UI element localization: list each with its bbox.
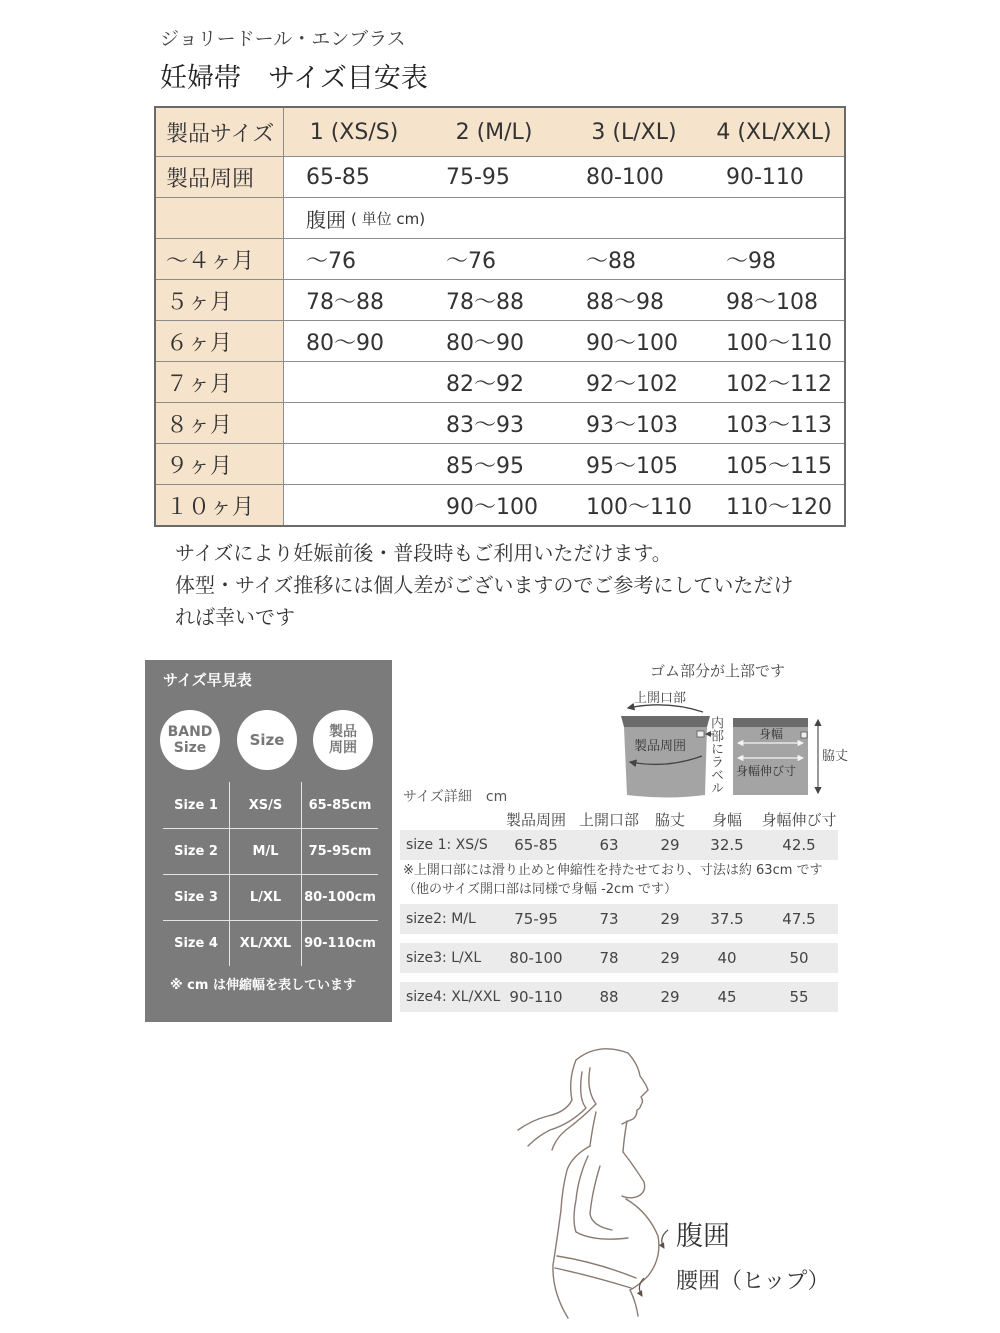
table-cell: ～76 xyxy=(306,248,356,274)
circumference-label: 製品周囲 xyxy=(634,739,687,754)
table-cell: ～98 xyxy=(726,248,776,274)
table-cell: 92～102 xyxy=(586,371,678,397)
table-cell: 50 xyxy=(789,949,809,967)
detail-note-line: （他のサイズ開口部は同様で身幅 -2cm です） xyxy=(403,882,677,897)
header-cell: 脇丈 xyxy=(654,810,685,829)
header-cell: 製品周囲 xyxy=(505,810,566,829)
table-cell: 80～90 xyxy=(446,330,524,356)
band-diagram xyxy=(600,685,860,805)
quick-size-chart xyxy=(145,660,392,1022)
table-cell: 65-85 xyxy=(514,836,558,854)
waist-pointer-arrow xyxy=(662,1230,668,1248)
table-cell: ～88 xyxy=(586,248,636,274)
detail-table-row xyxy=(400,904,838,934)
circumference-badge xyxy=(313,710,373,770)
size-code-cell: M/L xyxy=(230,829,302,874)
size-cell: size2: M/L xyxy=(406,911,476,927)
table-cell: 40 xyxy=(717,949,737,967)
header-cell: 身幅 xyxy=(711,810,742,829)
table-cell: 47.5 xyxy=(782,910,816,928)
quick-chart-title: サイズ早見表 xyxy=(163,671,252,689)
table-cell: 105～115 xyxy=(726,453,832,479)
header-cell-size-1: 1 (XS/S) xyxy=(309,119,399,145)
table-cell: 83～93 xyxy=(446,412,524,438)
band-size-cell: Size 4 xyxy=(163,921,230,966)
row-label: １０ヶ月 xyxy=(156,485,284,525)
range-cell: 65-85cm xyxy=(308,797,372,813)
table-cell: 93～103 xyxy=(586,412,678,438)
note-line: サイズにより妊娠前後・普段時もご利用いただけます。 xyxy=(175,541,672,565)
badge-line: BAND xyxy=(167,724,213,740)
table-cell: 100～110 xyxy=(726,330,832,356)
waist-caption-unit: ( 単位 cm) xyxy=(351,209,426,228)
table-cell: 78 xyxy=(599,949,619,967)
product-circumference-row xyxy=(156,156,844,197)
table-cell: 88 xyxy=(599,988,619,1006)
table-cell: 82～92 xyxy=(446,371,524,397)
band-line xyxy=(557,1256,636,1278)
detail-table-header xyxy=(400,808,838,830)
range-cell: 80-100cm xyxy=(304,890,376,905)
table-cell: 98～108 xyxy=(726,289,818,315)
table-cell: ～76 xyxy=(446,248,496,274)
month-row xyxy=(156,402,844,443)
row-label: ～４ヶ月 xyxy=(156,239,284,279)
table-cell: 37.5 xyxy=(710,910,744,928)
table-cell: 78～88 xyxy=(446,289,524,315)
face-profile xyxy=(622,1053,648,1124)
quick-chart-row xyxy=(163,828,378,874)
month-row xyxy=(156,279,844,320)
side-label-marker xyxy=(801,732,807,738)
size-badge xyxy=(237,710,297,770)
table-cell: 90-110 xyxy=(726,164,804,190)
neck-back xyxy=(590,1112,596,1146)
waist-caption-label: 腹囲 xyxy=(306,207,346,232)
month-row xyxy=(156,238,844,279)
table-cell: 100～110 xyxy=(586,494,692,520)
detail-table-row xyxy=(400,830,838,860)
front-leg xyxy=(630,1290,638,1316)
header-cell: 身幅伸び寸 xyxy=(761,810,837,829)
chest xyxy=(622,1152,645,1198)
table-cell: 75-95 xyxy=(514,910,558,928)
quick-chart-footnote: ※ cm は伸縮幅を表しています xyxy=(170,978,356,993)
badge-line: 周囲 xyxy=(329,740,357,756)
table-cell xyxy=(284,403,424,443)
header-cell-product-size: 製品サイズ xyxy=(156,108,284,156)
table-cell: 78～88 xyxy=(306,289,384,315)
band-size-cell: Size 3 xyxy=(163,875,230,920)
waist-caption xyxy=(284,198,844,238)
hip-line xyxy=(555,1268,631,1288)
hair-strand xyxy=(518,1060,576,1130)
inner-label-text: 内部にラベル xyxy=(708,716,723,794)
band-size-cell: Size 2 xyxy=(163,829,230,874)
table-cell: 90-110 xyxy=(509,988,563,1006)
band-size-cell: Size 1 xyxy=(163,782,230,828)
header-cell: 上開口部 xyxy=(578,810,639,829)
detail-table-row xyxy=(400,982,838,1012)
note-line: 体型・サイズ推移には個人差がございますのでご参考にしていただけ xyxy=(175,573,794,597)
detail-table-title: サイズ詳細 cm xyxy=(403,789,508,805)
table-cell: 95～105 xyxy=(586,453,678,479)
waist-caption-row xyxy=(156,197,844,238)
table-cell: 80-100 xyxy=(509,949,563,967)
badge-line: Size xyxy=(173,740,207,756)
size-code-cell: XS/S xyxy=(230,782,302,828)
table-cell: 110～120 xyxy=(726,494,832,520)
badge-line: Size xyxy=(249,731,285,749)
quick-chart-row xyxy=(163,782,378,828)
row-label-empty xyxy=(156,198,284,238)
month-row xyxy=(156,443,844,484)
diagram-caption: ゴム部分が上部です xyxy=(650,662,786,680)
band-front-elastic xyxy=(621,716,710,727)
month-row xyxy=(156,361,844,402)
head-top xyxy=(576,1049,628,1060)
table-cell xyxy=(284,362,424,402)
size-code-cell: L/XL xyxy=(230,875,302,920)
header-cell-size-3: 3 (L/XL) xyxy=(591,119,677,145)
table-cell: 102～112 xyxy=(726,371,832,397)
table-cell: 73 xyxy=(599,910,619,928)
detail-table-row xyxy=(400,943,838,973)
neck-front xyxy=(623,1121,627,1152)
quick-chart-row xyxy=(163,920,378,966)
row-label: ８ヶ月 xyxy=(156,403,284,443)
size-cell: size4: XL/XXL xyxy=(406,989,501,1005)
band-size-badge xyxy=(160,710,220,770)
table-cell: 63 xyxy=(599,836,619,854)
row-label: ６ヶ月 xyxy=(156,321,284,361)
hip-label: 腰囲（ヒップ） xyxy=(676,1269,830,1294)
pregnant-figure-illustration xyxy=(490,1040,690,1325)
size-guide-table xyxy=(154,106,846,527)
table-cell: 103～113 xyxy=(726,412,832,438)
row-label: ７ヶ月 xyxy=(156,362,284,402)
table-cell: 29 xyxy=(660,988,680,1006)
size-table-header-row xyxy=(156,108,844,156)
row-label: ９ヶ月 xyxy=(156,444,284,484)
band-front-body xyxy=(624,727,707,798)
waist-label: 腹囲 xyxy=(676,1221,730,1252)
row-label: ５ヶ月 xyxy=(156,280,284,320)
hair-strand xyxy=(552,1068,596,1150)
header-cell-size-4: 4 (XL/XXL) xyxy=(716,119,832,145)
table-cell: 90～100 xyxy=(446,494,538,520)
table-cell: 29 xyxy=(660,949,680,967)
table-cell: 55 xyxy=(789,988,809,1006)
badge-line: 製品 xyxy=(329,724,357,740)
table-cell: 85～95 xyxy=(446,453,524,479)
month-row xyxy=(156,484,844,525)
table-cell: 45 xyxy=(717,988,737,1006)
usage-notes xyxy=(175,537,793,633)
inner-label-marker xyxy=(697,731,704,737)
side-length-label: 脇丈 xyxy=(822,749,849,764)
month-row xyxy=(156,320,844,361)
table-cell: 75-95 xyxy=(446,164,510,190)
table-cell xyxy=(284,485,424,525)
back-lower xyxy=(553,1210,568,1318)
header-cell-size-2: 2 (M/L) xyxy=(455,119,533,145)
note-line: れば幸いです xyxy=(175,605,295,629)
table-cell xyxy=(284,444,424,484)
table-cell: 65-85 xyxy=(306,164,370,190)
page-title: 妊婦帯 サイズ目安表 xyxy=(160,63,428,94)
quick-chart-grid xyxy=(163,782,378,966)
hair-strand xyxy=(528,1072,586,1146)
arm-inner xyxy=(590,1166,612,1230)
quick-chart-row xyxy=(163,874,378,920)
table-cell: 80～90 xyxy=(306,330,384,356)
opening-label: 上開口部 xyxy=(634,691,687,706)
figure-outline xyxy=(518,1049,659,1318)
detail-note-line: ※上開口部には滑り止めと伸縮性を持たせており、寸法は約 63cm です xyxy=(403,863,823,878)
size-cell: size 1: XS/S xyxy=(406,837,488,853)
table-cell: 90～100 xyxy=(586,330,678,356)
table-cell: 32.5 xyxy=(710,836,744,854)
width-label: 身幅 xyxy=(759,727,784,741)
table-cell: 29 xyxy=(660,836,680,854)
band-side-elastic xyxy=(733,718,808,727)
size-code-cell: XL/XXL xyxy=(230,921,302,966)
table-cell: 80-100 xyxy=(586,164,664,190)
range-cell: 90-110cm xyxy=(304,936,376,951)
table-cell: 42.5 xyxy=(782,836,816,854)
stretch-width-label: 身幅伸び寸 xyxy=(736,764,797,778)
row-label: 製品周囲 xyxy=(156,157,284,197)
size-cell: size3: L/XL xyxy=(406,950,482,966)
table-cell: 29 xyxy=(660,910,680,928)
table-cell: 88～98 xyxy=(586,289,664,315)
brand-name: ジョリードール・エンブラス xyxy=(160,28,406,50)
range-cell: 75-95cm xyxy=(308,844,372,859)
